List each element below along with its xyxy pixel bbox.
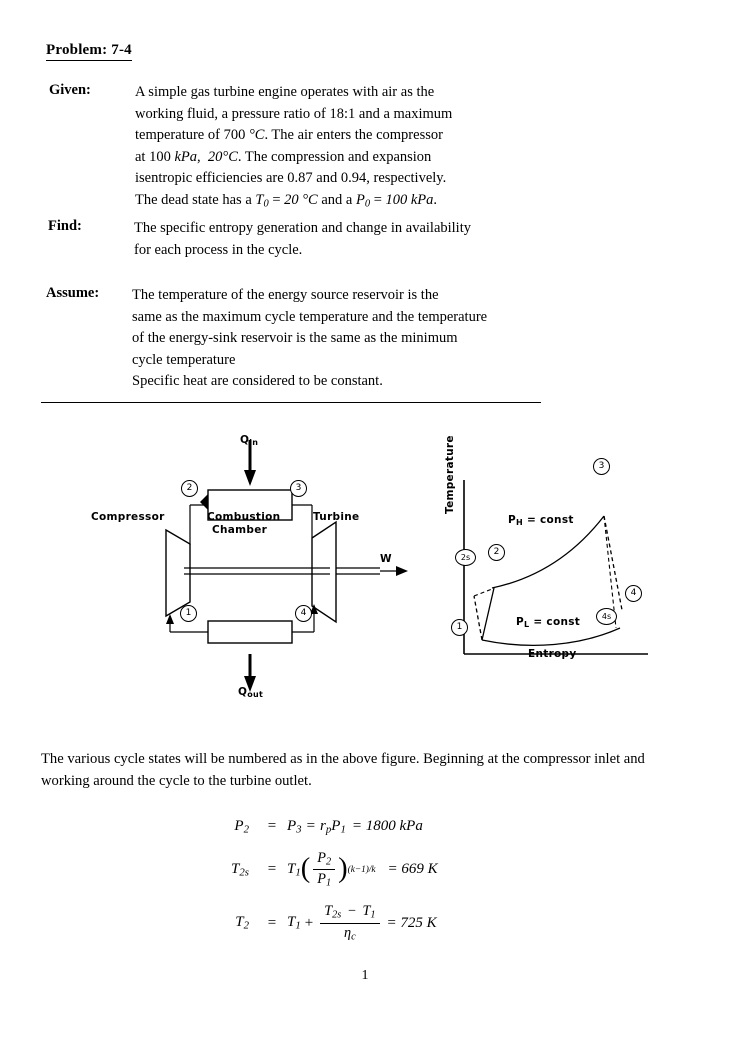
ts-point-2: 2	[488, 544, 505, 561]
section-body-find	[134, 218, 471, 261]
state-marker-3: 3	[290, 480, 307, 497]
efficiency-fraction: $\frac{T_{2s} - T_1}{\eta_c}$	[320, 903, 379, 943]
label-combustion-chamber-line2: Chamber	[212, 524, 268, 536]
label-q-out: Qout	[238, 686, 264, 699]
eq3-plus: +	[304, 914, 314, 931]
section-given	[49, 82, 452, 215]
ts-point-4s: 4s	[596, 608, 617, 625]
ts-label-low-pressure: PL = const	[516, 616, 581, 629]
ts-point-2s: 2s	[455, 549, 476, 566]
ts-point-3: 3	[593, 458, 610, 475]
equation-t2s-equals: =	[267, 861, 277, 878]
given-line-2: working fluid, a pressure ratio of 18:1 and a maximum	[135, 105, 453, 122]
given-line-6: The dead state has a $T_0 = 20$ °C and a $P_0 = 100$ kPa.	[135, 191, 438, 210]
state-marker-1: 1	[180, 605, 197, 622]
assume-line-5: Specific heat are considered to be constant.	[132, 373, 383, 389]
eq1-result: = 1800 kPa	[351, 818, 423, 835]
given-line-5: isentropic efficiencies are 0.87 and 0.94, respectively.	[135, 170, 447, 186]
ts-point-1: 1	[451, 619, 468, 636]
equation-t2-equals: =	[267, 914, 277, 931]
ts-label-high-pressure: PH = const	[508, 514, 574, 527]
label-work: W	[380, 553, 392, 565]
given-line-1: A simple gas turbine engine operates with air as the	[135, 84, 435, 100]
section-label-given: Given:	[49, 82, 91, 98]
eq2-result: = 669 K	[387, 861, 438, 878]
label-compressor: Compressor	[91, 511, 165, 523]
state-marker-2: 2	[181, 480, 198, 497]
body-paragraph: The various cycle states will be numbered as in the above figure. Beginning at the compressor inlet and working around the cycle to the turbine outlet.	[41, 751, 645, 789]
ts-point-4: 4	[625, 585, 642, 602]
eq2-exponent: (k−1)/k	[347, 864, 376, 875]
pressure-ratio-fraction: $\frac{P_2}{P_1}$	[313, 850, 335, 890]
state-marker-4: 4	[295, 605, 312, 622]
figures-area	[0, 418, 730, 708]
assume-line-4: cycle temperature	[132, 351, 236, 368]
find-line-1: The specific entropy generation and change in availability	[134, 220, 471, 236]
equations-block	[0, 818, 730, 957]
temperature-entropy-diagram	[450, 468, 690, 708]
gas-turbine-schematic	[80, 418, 500, 708]
equation-p2-rhs: $P_3$ = $r_pP_1$ = 1800 kPa	[287, 818, 423, 836]
section-label-assume: Assume:	[46, 285, 100, 301]
ts-ylabel: Temperature	[444, 435, 456, 514]
assume-line-1: The temperature of the energy source reservoir is the	[132, 287, 439, 303]
given-line-3: temperature of 700 °C. The air enters the compressor	[135, 127, 443, 143]
assume-line-2: same as the maximum cycle temperature and the temperature	[132, 308, 488, 325]
page-number: 1	[361, 968, 369, 983]
find-line-2: for each process in the cycle.	[134, 241, 303, 258]
given-line-4: at 100 kPa, 20°C. The compression and expansion	[135, 148, 432, 165]
eq1-inner-equals: =	[306, 818, 316, 835]
ts-xlabel: Entropy	[528, 648, 577, 660]
equation-p2-equals: =	[267, 818, 277, 835]
section-label-find: Find:	[48, 218, 82, 234]
label-turbine: Turbine	[313, 511, 360, 523]
section-assume	[46, 285, 487, 393]
page-title: Problem: 7-4	[46, 42, 132, 61]
assume-line-3: of the energy-sink reservoir is the same as the minimum	[132, 330, 458, 346]
equation-t2s	[0, 850, 730, 890]
equation-t2-rhs: $T_1$ + $\frac{T_{2s} - T_1}{\eta_c}$ = 725 K	[287, 903, 437, 943]
label-q-in: Qin	[240, 434, 259, 447]
eq3-result: = 725 K	[386, 914, 437, 931]
equation-t2	[0, 903, 730, 943]
horizontal-divider	[41, 402, 541, 403]
section-find	[48, 218, 471, 261]
equation-t2-lhs: $T_2$	[235, 914, 249, 933]
equation-t2s-rhs: $T_1$ ( $\frac{P_2}{P_1}$ ) (k−1)/k = 669 K	[287, 849, 438, 889]
equation-p2	[0, 818, 730, 836]
section-body-assume	[132, 285, 487, 393]
section-body-given	[135, 82, 452, 215]
equation-p2-lhs: $P_2$	[234, 818, 249, 836]
label-combustion-chamber-line1: Combustion	[207, 511, 281, 523]
equation-t2s-lhs: $T_{2s}$	[231, 860, 249, 879]
